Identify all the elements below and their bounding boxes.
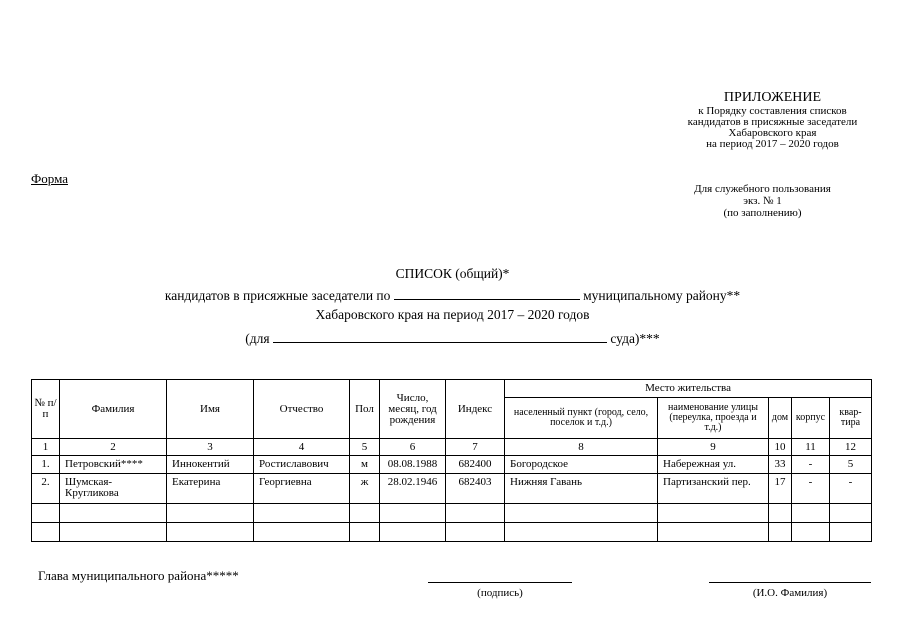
cell-empty <box>167 504 254 523</box>
header-index: Индекс <box>446 380 505 439</box>
column-number: 10 <box>769 439 792 456</box>
header-sex: Пол <box>350 380 380 439</box>
cell-patronymic: Георгиевна <box>254 474 350 504</box>
column-number: 2 <box>60 439 167 456</box>
cell-sex: ж <box>350 474 380 504</box>
cell-street: Набережная ул. <box>658 456 769 474</box>
cell-house: 33 <box>769 456 792 474</box>
header-residence: Место жительства <box>505 380 872 398</box>
subtitle-text-after: муниципальному району** <box>583 288 741 303</box>
cell-building: - <box>792 456 830 474</box>
cell-apartment: - <box>830 474 872 504</box>
header-street: наименование улицы (переулка, проезда и т.д.) <box>658 398 769 439</box>
list-title: СПИСОК (общий)* <box>395 266 510 281</box>
cell-empty <box>658 504 769 523</box>
cell-index: 682403 <box>446 474 505 504</box>
appendix-line: на период 2017 – 2020 годов <box>706 138 839 150</box>
appendix-title: ПРИЛОЖЕНИЕ <box>723 90 822 105</box>
cell-empty <box>167 523 254 542</box>
cell-empty <box>60 523 167 542</box>
signature-caption: (подпись) <box>477 587 523 599</box>
service-block <box>680 183 845 219</box>
cell-locality: Богородское <box>505 456 658 474</box>
cell-empty <box>658 523 769 542</box>
cell-name: Иннокентий <box>167 456 254 474</box>
cell-name: Екатерина <box>167 474 254 504</box>
column-number: 6 <box>380 439 446 456</box>
cell-empty <box>505 523 658 542</box>
cell-index: 682400 <box>446 456 505 474</box>
cell-empty <box>792 523 830 542</box>
list-subtitle-line <box>100 287 805 304</box>
cell-empty <box>350 504 380 523</box>
cell-apartment: 5 <box>830 456 872 474</box>
signature-line <box>428 582 572 583</box>
court-text-before: (для <box>245 331 270 346</box>
cell-empty <box>350 523 380 542</box>
cell-empty <box>769 523 792 542</box>
cell-num: 2. <box>32 474 60 504</box>
cell-surname: Шумская-Кругликова <box>60 474 167 504</box>
court-line <box>100 330 805 347</box>
table-row-empty <box>32 504 872 523</box>
head-of-district-label: Глава муниципального района***** <box>38 568 239 583</box>
column-number: 4 <box>254 439 350 456</box>
cell-empty <box>32 504 60 523</box>
name-line <box>709 582 871 583</box>
court-blank <box>273 330 607 343</box>
cell-locality: Нижняя Гавань <box>505 474 658 504</box>
cell-house: 17 <box>769 474 792 504</box>
table-row <box>32 474 872 504</box>
cell-empty <box>380 504 446 523</box>
service-line: экз. № 1 <box>743 195 782 207</box>
header-building: корпус <box>792 398 830 439</box>
service-line: (по заполнению) <box>723 207 802 219</box>
cell-empty <box>792 504 830 523</box>
column-number: 11 <box>792 439 830 456</box>
column-number: 1 <box>32 439 60 456</box>
cell-empty <box>505 504 658 523</box>
column-number: 5 <box>350 439 380 456</box>
header-name: Имя <box>167 380 254 439</box>
column-number: 8 <box>505 439 658 456</box>
cell-birth: 28.02.1946 <box>380 474 446 504</box>
cell-building: - <box>792 474 830 504</box>
column-number: 9 <box>658 439 769 456</box>
cell-empty <box>380 523 446 542</box>
table-row <box>32 456 872 474</box>
header-patronymic: Отчество <box>254 380 350 439</box>
cell-sex: м <box>350 456 380 474</box>
column-number-row <box>32 439 872 456</box>
cell-empty <box>60 504 167 523</box>
appendix-block <box>660 90 885 150</box>
header-num: № п/п <box>32 380 60 439</box>
cell-birth: 08.08.1988 <box>380 456 446 474</box>
subtitle-text-before: кандидатов в присяжные заседатели по <box>164 288 391 303</box>
cell-patronymic: Ростиславович <box>254 456 350 474</box>
cell-surname: Петровский**** <box>60 456 167 474</box>
cell-empty <box>830 504 872 523</box>
cell-empty <box>830 523 872 542</box>
list-period-line: Хабаровского края на период 2017 – 2020 годов <box>315 307 590 322</box>
name-caption: (И.О. Фамилия) <box>752 587 828 599</box>
column-number: 7 <box>446 439 505 456</box>
appendix-line: Хабаровского края <box>728 127 817 139</box>
cell-empty <box>254 523 350 542</box>
cell-empty <box>254 504 350 523</box>
header-surname: Фамилия <box>60 380 167 439</box>
cell-empty <box>446 504 505 523</box>
cell-street: Партизанский пер. <box>658 474 769 504</box>
court-text-after: суда)*** <box>610 331 660 346</box>
cell-empty <box>32 523 60 542</box>
header-locality: населенный пункт (город, село, поселок и т.д.) <box>505 398 658 439</box>
header-house: дом <box>769 398 792 439</box>
appendix-line: к Порядку составления списков <box>698 105 847 117</box>
cell-num: 1. <box>32 456 60 474</box>
header-birth: Число, месяц, год рождения <box>380 380 446 439</box>
appendix-line: кандидатов в присяжные заседатели <box>687 116 858 128</box>
candidates-table <box>31 379 872 542</box>
table-row-empty <box>32 523 872 542</box>
header-apartment: квар-тира <box>830 398 872 439</box>
column-number: 12 <box>830 439 872 456</box>
cell-empty <box>769 504 792 523</box>
column-number: 3 <box>167 439 254 456</box>
cell-empty <box>446 523 505 542</box>
form-label: Форма <box>31 171 68 186</box>
header-row <box>32 380 872 398</box>
service-line: Для служебного пользования <box>694 183 831 195</box>
district-blank <box>394 287 580 300</box>
